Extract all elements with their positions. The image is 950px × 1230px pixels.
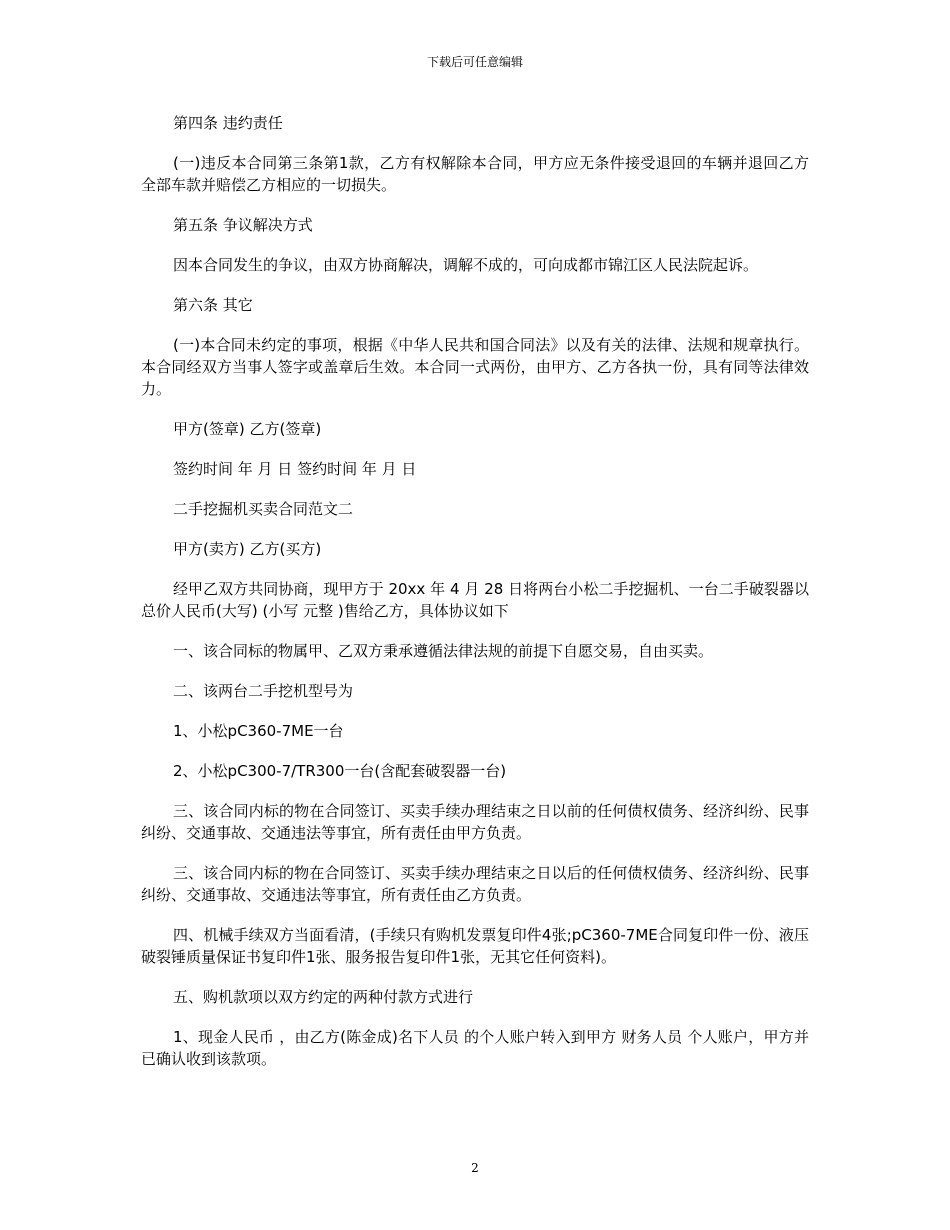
heading-article-5: 第五条 争议解决方式 [173,216,313,234]
heading-article-4: 第四条 违约责任 [173,114,283,132]
page-number: 2 [471,1161,479,1175]
signature-line: 甲方(签章) 乙方(签章) [173,420,322,438]
model-item-1: 1、小松pC360-7ME一台 [173,722,344,740]
clause-three-after: 三、该合同内标的物在合同签订、买卖手续办理结束之日以后的任何债权债务、经济纠纷、民事纠纷、交通事故、交通违法等事宜，所有责任由乙方负责。 [141,864,809,904]
paragraph-breach-clause: (一)违反本合同第三条第1款，乙方有权解除本合同，甲方应无条件接受退回的车辆并退回乙方全部车款并赔偿乙方相应的一切损失。 [141,154,809,194]
payment-item-1: 1、现金人民币 ，由乙方(陈金成)名下人员 的个人账户转入到甲方 财务人员 个人账户，甲方并已确认收到该款项。 [141,1028,809,1068]
section-title-contract-two: 二手挖掘机买卖合同范文二 [173,500,354,518]
clause-five: 五、购机款项以双方约定的两种付款方式进行 [173,988,474,1006]
page-header-note: 下载后可任意编辑 [426,55,523,69]
clause-four: 四、机械手续双方当面看清，(手续只有购机发票复印件4张;pC360-7ME合同复印件一份、液压破裂锤质量保证书复印件1张、服务报告复印件1张，无其它任何资料)。 [141,926,809,966]
model-item-2: 2、小松pC300-7/TR300一台(含配套破裂器一台) [173,762,507,780]
parties-line: 甲方(卖方) 乙方(买方) [173,540,322,558]
paragraph-dispute-resolution: 因本合同发生的争议，由双方协商解决，调解不成的，可向成都市锦江区人民法院起诉。 [173,256,759,274]
clause-three-before: 三、该合同内标的物在合同签订、买卖手续办理结束之日以前的任何债权债务、经济纠纷、民事纠纷、交通事故、交通违法等事宜，所有责任由甲方负责。 [141,802,809,842]
clause-one: 一、该合同标的物属甲、乙双方秉承遵循法律法规的前提下自愿交易，自由买卖。 [173,642,714,660]
document-body [141,112,809,1088]
paragraph-other-terms: (一)本合同未约定的事项，根据《中华人民共和国合同法》以及有关的法律、法规和规章执行。本合同经双方当事人签字或盖章后生效。本合同一式两份，由甲方、乙方各执一份，具有同等法律效力。 [141,336,809,398]
paragraph-agreement-intro: 经甲乙双方共同协商，现甲方于 20xx 年 4 月 28 日将两台小松二手挖掘机、一台二手破裂器以总价人民币(大写) (小写 元整 )售给乙方，具体协议如下 [141,580,809,620]
clause-two: 二、该两台二手挖机型号为 [173,682,354,700]
heading-article-6: 第六条 其它 [173,296,253,314]
signing-date-line: 签约时间 年 月 日 签约时间 年 月 日 [173,460,417,478]
